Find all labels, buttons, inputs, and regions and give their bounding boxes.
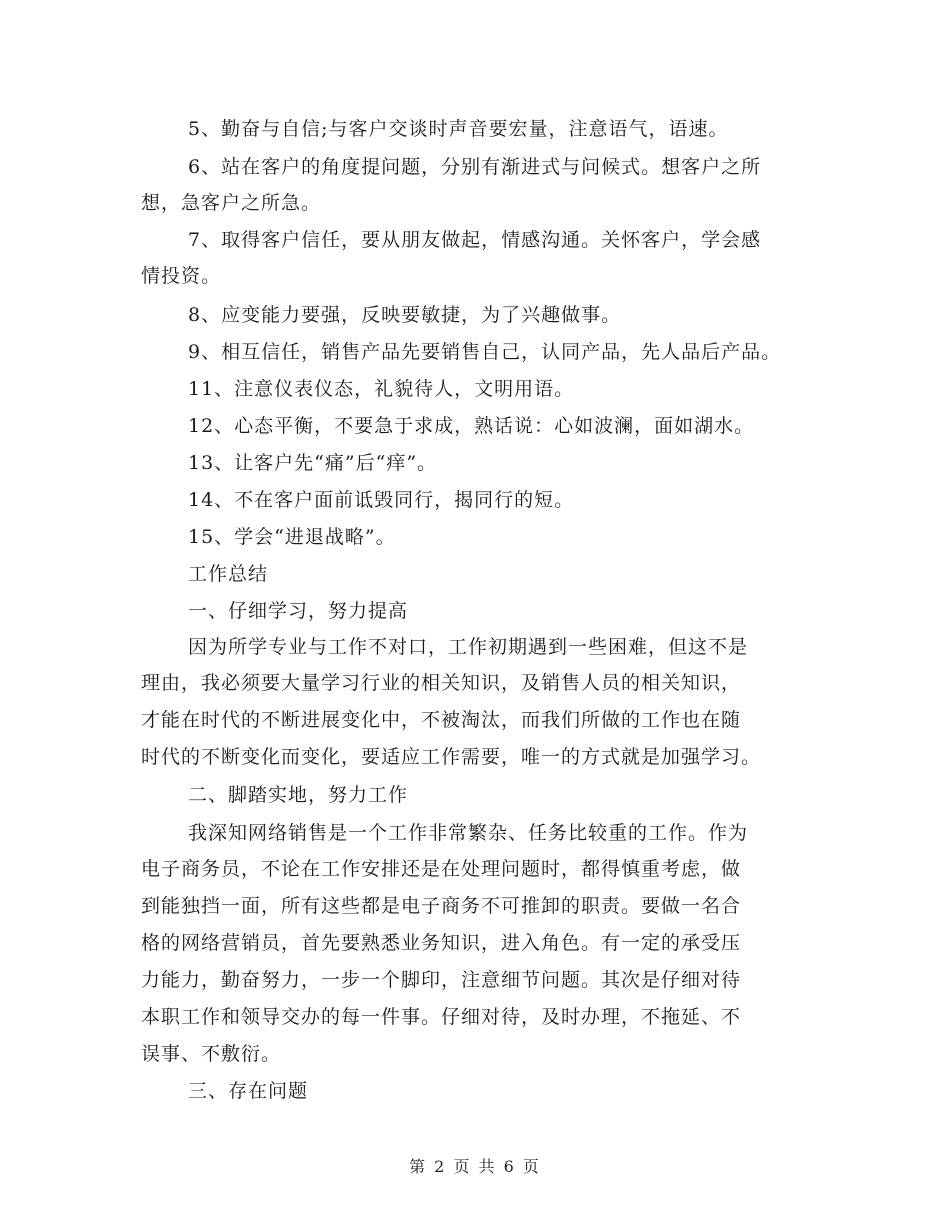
text-line: 9、相互信任，销售产品先要销售自己，认同产品，先人品后产品。 <box>188 341 782 363</box>
text-line: 14、不在客户面前诋毁同行，揭同行的短。 <box>188 489 575 511</box>
text-line: 想，急客户之所急。 <box>141 192 322 214</box>
section-heading: 工作总结 <box>188 563 269 585</box>
text-line: 本职工作和领导交办的每一件事。仔细对待，及时办理，不拖延、不 <box>141 1006 742 1028</box>
text-line: 理由，我必须要大量学习行业的相关知识，及销售人员的相关知识， <box>141 672 742 694</box>
text-line: 力能力，勤奋努力，一步一个脚印，注意细节问题。其次是仔细对待 <box>141 969 742 991</box>
text-line: 到能独挡一面，所有这些都是电子商务不可推卸的职责。要做一名合 <box>141 895 742 917</box>
text-line: 12、心态平衡，不要急于求成，熟话说：心如波澜，面如湖水。 <box>188 415 755 437</box>
text-line: 电子商务员，不论在工作安排还是在处理问题时，都得慎重考虑，做 <box>141 858 742 880</box>
section-heading: 三、存在问题 <box>188 1080 309 1102</box>
text-line: 15、学会“进退战略”。 <box>188 526 396 548</box>
text-line: 情投资。 <box>141 265 222 287</box>
text-line: 才能在时代的不断进展变化中，不被淘汰，而我们所做的工作也在随 <box>141 709 742 731</box>
text-line: 格的网络营销员，首先要熟悉业务知识，进入角色。有一定的承受压 <box>141 932 742 954</box>
text-line: 时代的不断变化而变化，要适应工作需要，唯一的方式就是加强学习。 <box>141 746 762 768</box>
text-line: 11、注意仪表仪态，礼貌待人，文明用语。 <box>188 378 575 400</box>
text-line: 13、让客户先“痛”后“痒”。 <box>188 452 438 474</box>
text-line: 6、站在客户的角度提问题，分别有渐进式与问候式。想客户之所 <box>188 156 762 178</box>
page-number-footer: 第 2 页 共 6 页 <box>409 1157 541 1176</box>
section-heading: 一、仔细学习，努力提高 <box>188 600 409 622</box>
text-line: 误事、不敷衍。 <box>141 1043 282 1065</box>
text-line: 7、取得客户信任，要从朋友做起，情感沟通。关怀客户，学会感 <box>188 229 762 251</box>
text-line: 我深知网络销售是一个工作非常繁杂、任务比较重的工作。作为 <box>188 822 749 844</box>
section-heading: 二、脚踏实地，努力工作 <box>188 784 409 806</box>
text-line: 8、应变能力要强，反映要敏捷，为了兴趣做事。 <box>188 304 622 326</box>
text-line: 因为所学专业与工作不对口，工作初期遇到一些困难，但这不是 <box>188 636 749 658</box>
text-line: 5、勤奋与自信;与客户交谈时声音要宏量，注意语气，语速。 <box>188 118 729 140</box>
